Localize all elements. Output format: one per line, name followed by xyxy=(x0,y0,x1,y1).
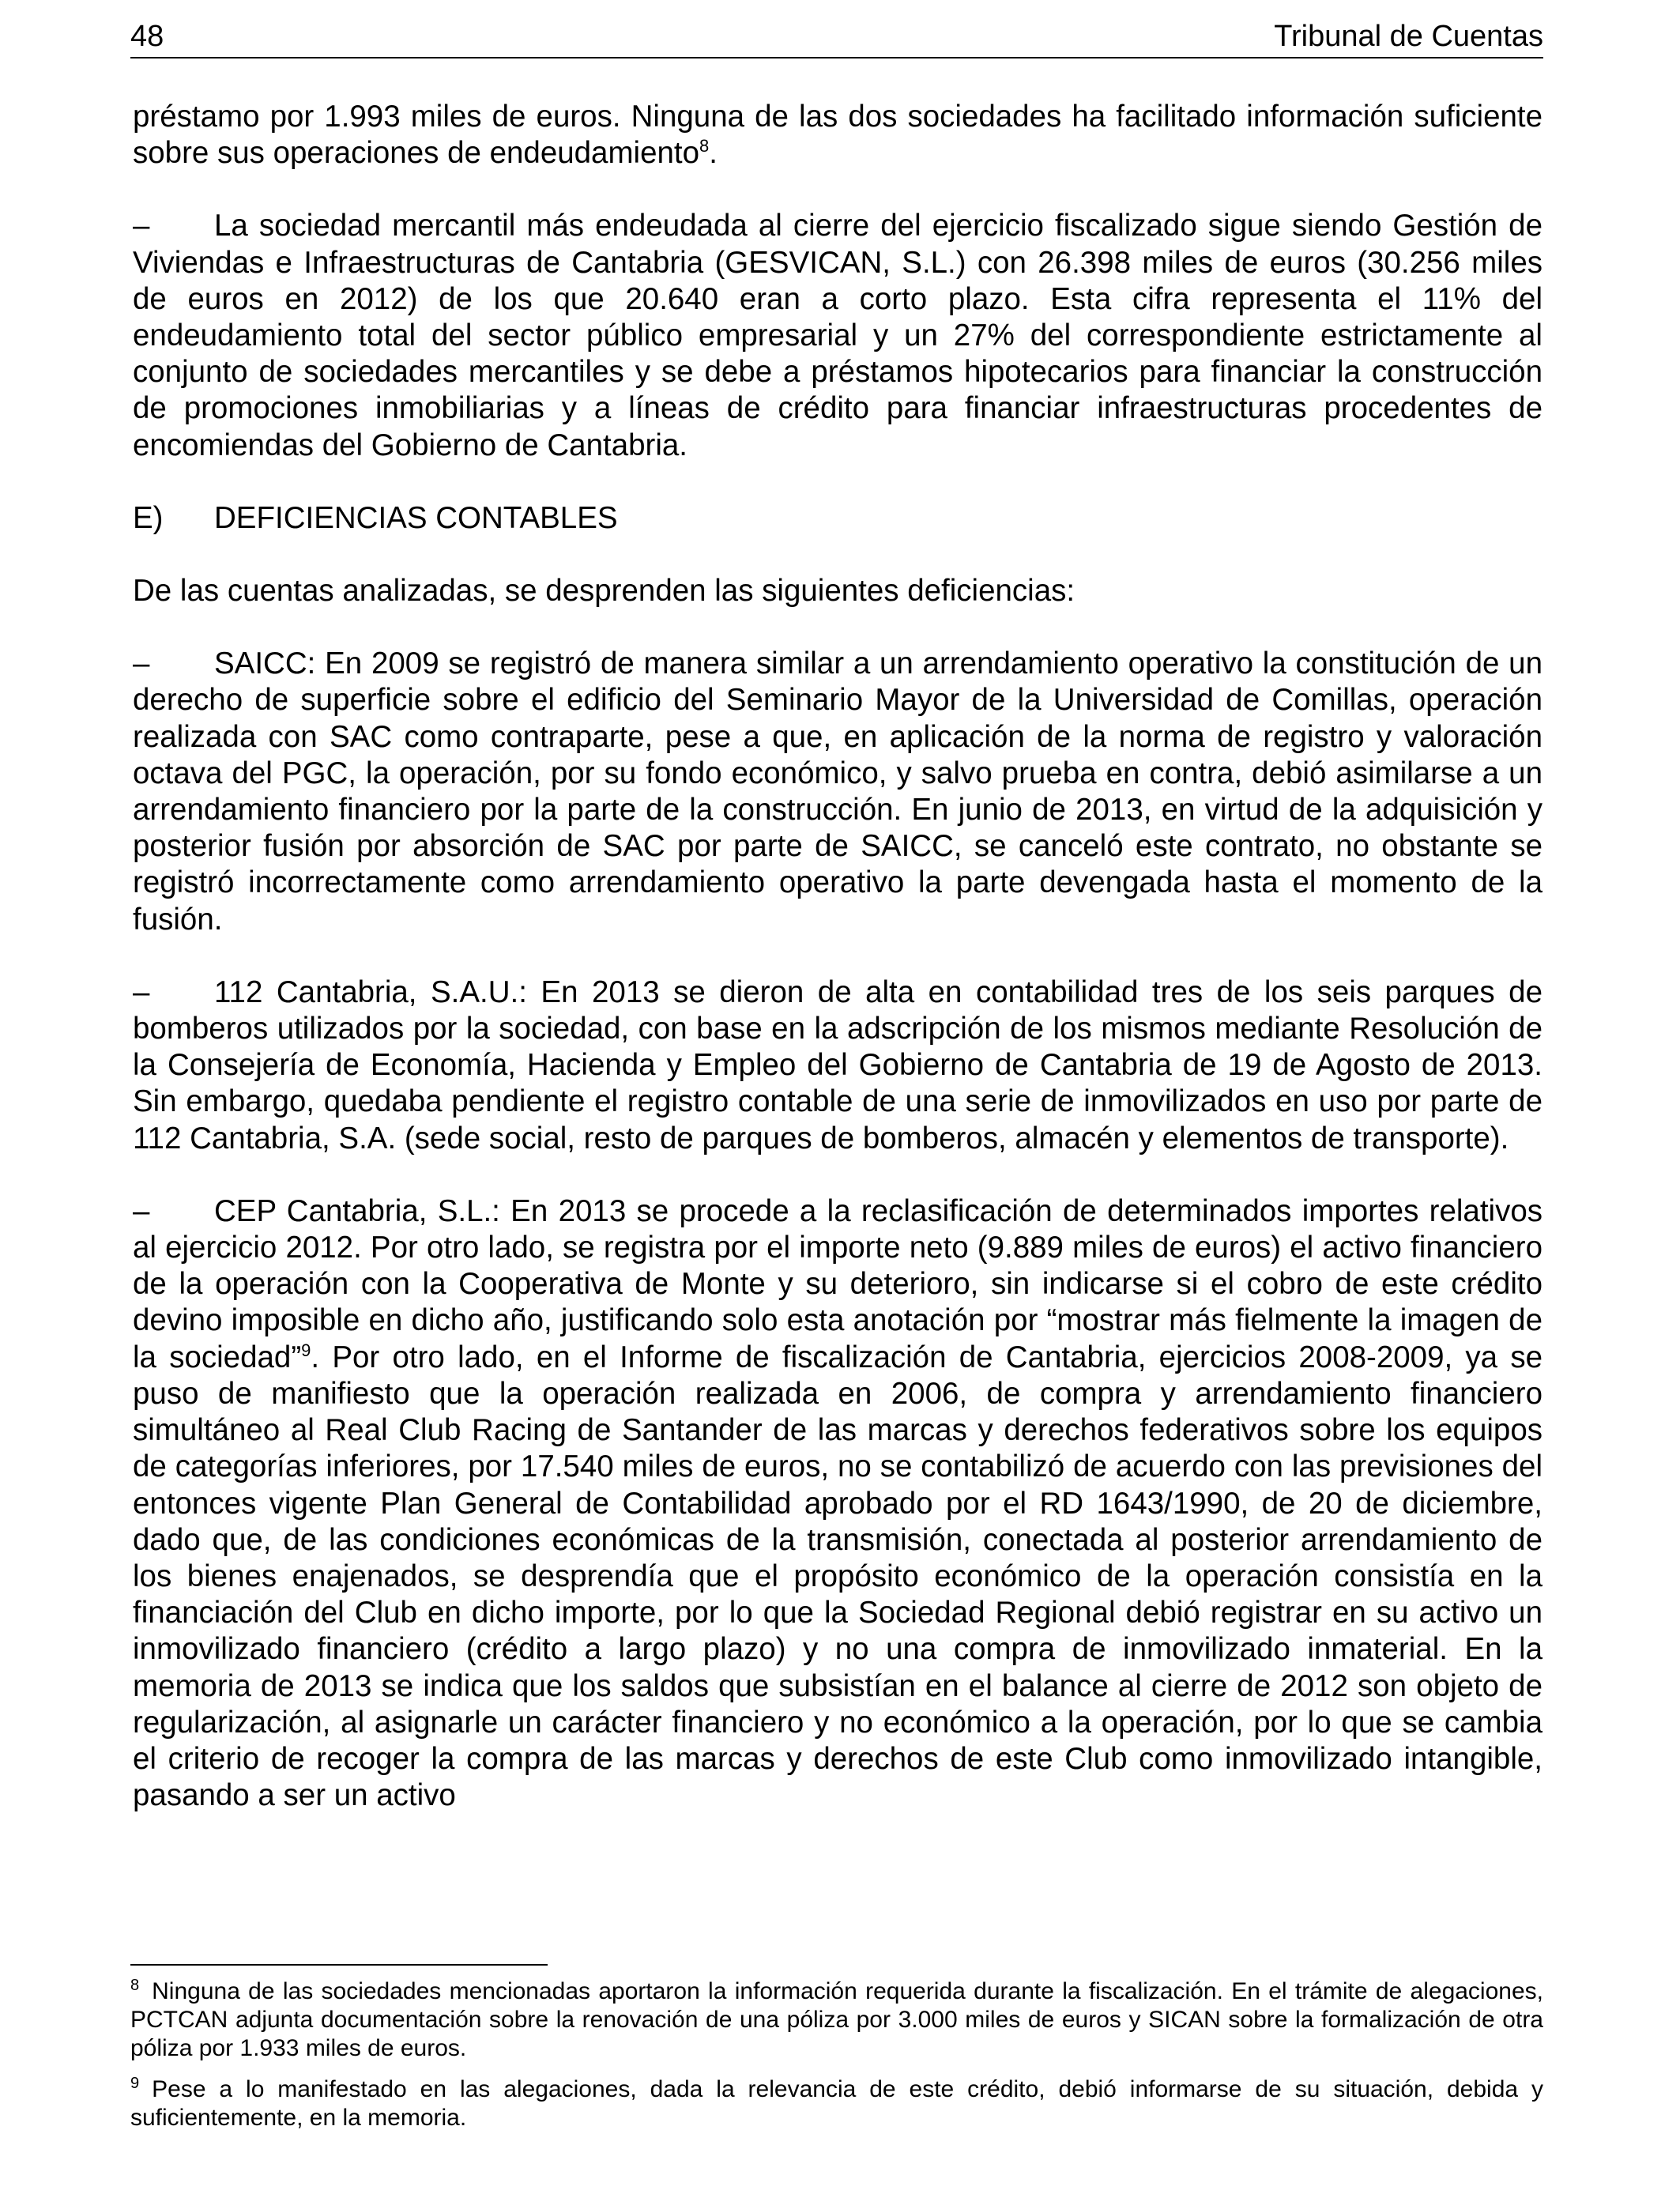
body-text xyxy=(133,99,1543,1850)
page-header xyxy=(130,16,1543,58)
footnote-mark: 8 xyxy=(130,1977,140,1994)
paragraph-text: préstamo por 1.993 miles de euros. Ninguna de las dos sociedades ha facilitado información suficiente sobre sus operaciones de endeudamiento xyxy=(133,100,1543,171)
footnote-8 xyxy=(130,1977,1543,2063)
bullet-dash: – xyxy=(133,209,150,243)
paragraph-text: . xyxy=(709,136,718,171)
paragraph-text: . Por otro lado, en el Informe de fiscalización de Cantabria, ejercicios 2008-2009, ya se puso de manifiesto que la operación realizada en 2006, de compra y arrendamiento financiero simultáneo al Real Club Racing de Santander de las marcas y derechos federativos sobre los equipos de categorías inferiores, por 17.540 miles de euros, no se contabilizó de acuerdo con las previsiones del entonces vigente Plan General de Contabilidad aprobado por el RD 1643/1990, de 20 de diciembre, dado que, de las condiciones económicas de la transmisión, conectada al posterior arrendamiento de los bienes enajenados, se desprendía que el propósito económico de la operación consistía en la financiación del Club en dicho importe, por lo que la Sociedad Regional debió registrar en su activo un inmovilizado financiero (crédito a largo plazo) y no una compra de inmovilizado inmaterial. En la memoria de 2013 se indica que los saldos que subsistían en el balance al cierre de 2012 son objeto de regularización, al asignarle un carácter financiero y no económico a la operación, por lo que se cambia el criterio de recoger la compra de las marcas y derechos de este Club como inmovilizado intangible, pasando a ser un activo xyxy=(133,1340,1543,1813)
bullet-dash: – xyxy=(133,974,150,1009)
footnote-text: Ninguna de las sociedades mencionadas aportaron la información requerida durante la fiscalización. En el trámite de alegaciones, PCTCAN adjunta documentación sobre la renovación de una póliza por 3.000 miles de euros y SICAN sobre la formalización de otra póliza por 1.933 miles de euros. xyxy=(130,1978,1543,2061)
footnote-reference[interactable]: 8 xyxy=(699,136,710,156)
footnote-text: Pese a lo manifestado en las alegaciones, dada la relevancia de este crédito, debió informarse de su situación, debida y suficientemente, en la memoria. xyxy=(130,2076,1543,2131)
header-title: Tribunal de Cuentas xyxy=(1274,20,1543,53)
paragraph-text: 112 Cantabria, S.A.U.: En 2013 se dieron de alta en contabilidad tres de los seis parques de bomberos utilizados por la sociedad, con base en la adscripción de los mismos mediante Resolución de la Consejería de Economía, Hacienda y Empleo del Gobierno de Cantabria de 19 de Agosto de 2013. Sin embargo, quedaba pendiente el registro contable de una serie de inmovilizados en uso por parte de 112 Cantabria, S.A. (sede social, resto de parques de bomberos, almacén y elementos de transporte). xyxy=(133,974,1543,1155)
footnote-9 xyxy=(130,2075,1543,2132)
section-heading xyxy=(133,500,1543,537)
bullet-paragraph-112-cantabria xyxy=(133,974,1543,1157)
bullet-dash: – xyxy=(133,647,150,681)
footnote-reference[interactable]: 9 xyxy=(301,1340,311,1360)
paragraph-text: CEP Cantabria, S.L.: En 2013 se procede a la reclasificación de determinados importes relativos al ejercicio 2012. Por otro lado, se registra por el importe neto (9.889 miles de euros) el activo financiero de la operación con la Cooperativa de Monte y su deterioro, sin indicarse si el cobro de este crédito devino imposible en dicho año, justificando solo esta anotación por “mostrar más fielmente la imagen de la sociedad” xyxy=(133,1193,1543,1374)
page-number: 48 xyxy=(130,20,164,53)
paragraph-text: La sociedad mercantil más endeudada al cierre del ejercicio fiscalizado sigue siendo Gestión de Viviendas e Infraestructuras de Cantabria (GESVICAN, S.L.) con 26.398 miles de euros (30.256 miles de euros en 2012) de los que 20.640 eran a corto plazo. Esta cifra representa el 11% del endeudamiento total del sector público empresarial y un 27% del correspondiente estrictamente al conjunto de sociedades mercantiles y se debe a préstamos hipotecarios para financiar la construcción de promociones inmobiliarias y a líneas de crédito para financiar infraestructuras procedentes de encomiendas del Gobierno de Cantabria. xyxy=(133,209,1543,462)
bullet-dash: – xyxy=(133,1193,150,1228)
footnotes xyxy=(130,1977,1543,2145)
paragraph-text: SAICC: En 2009 se registró de manera similar a un arrendamiento operativo la constitución de un derecho de superficie sobre el edificio del Seminario Mayor de la Universidad de Comillas, operación realizada con SAC como contraparte, pese a que, en aplicación de la norma de registro y valoración octava del PGC, la operación, por su fondo económico, y salvo prueba en contra, debió asimilarse a un arrendamiento financiero por la parte de la construcción. En junio de 2013, en virtud de la adquisición y posterior fusión por absorción de SAC por parte de SAICC, se canceló este contrato, no obstante se registró incorrectamente como arrendamiento operativo la parte devengada hasta el momento de la fusión. xyxy=(133,647,1543,937)
section-letter: E) xyxy=(133,500,164,535)
footnote-separator xyxy=(130,1964,548,1966)
footnote-mark: 9 xyxy=(130,2075,140,2092)
bullet-paragraph-gesvican xyxy=(133,208,1543,463)
section-title: DEFICIENCIAS CONTABLES xyxy=(214,500,618,535)
bullet-paragraph-saicc xyxy=(133,646,1543,938)
section-intro: De las cuentas analizadas, se desprenden las siguientes deficiencias: xyxy=(133,574,1075,609)
paragraph-continuation xyxy=(133,99,1543,172)
bullet-paragraph-cep-cantabria xyxy=(133,1193,1543,1814)
